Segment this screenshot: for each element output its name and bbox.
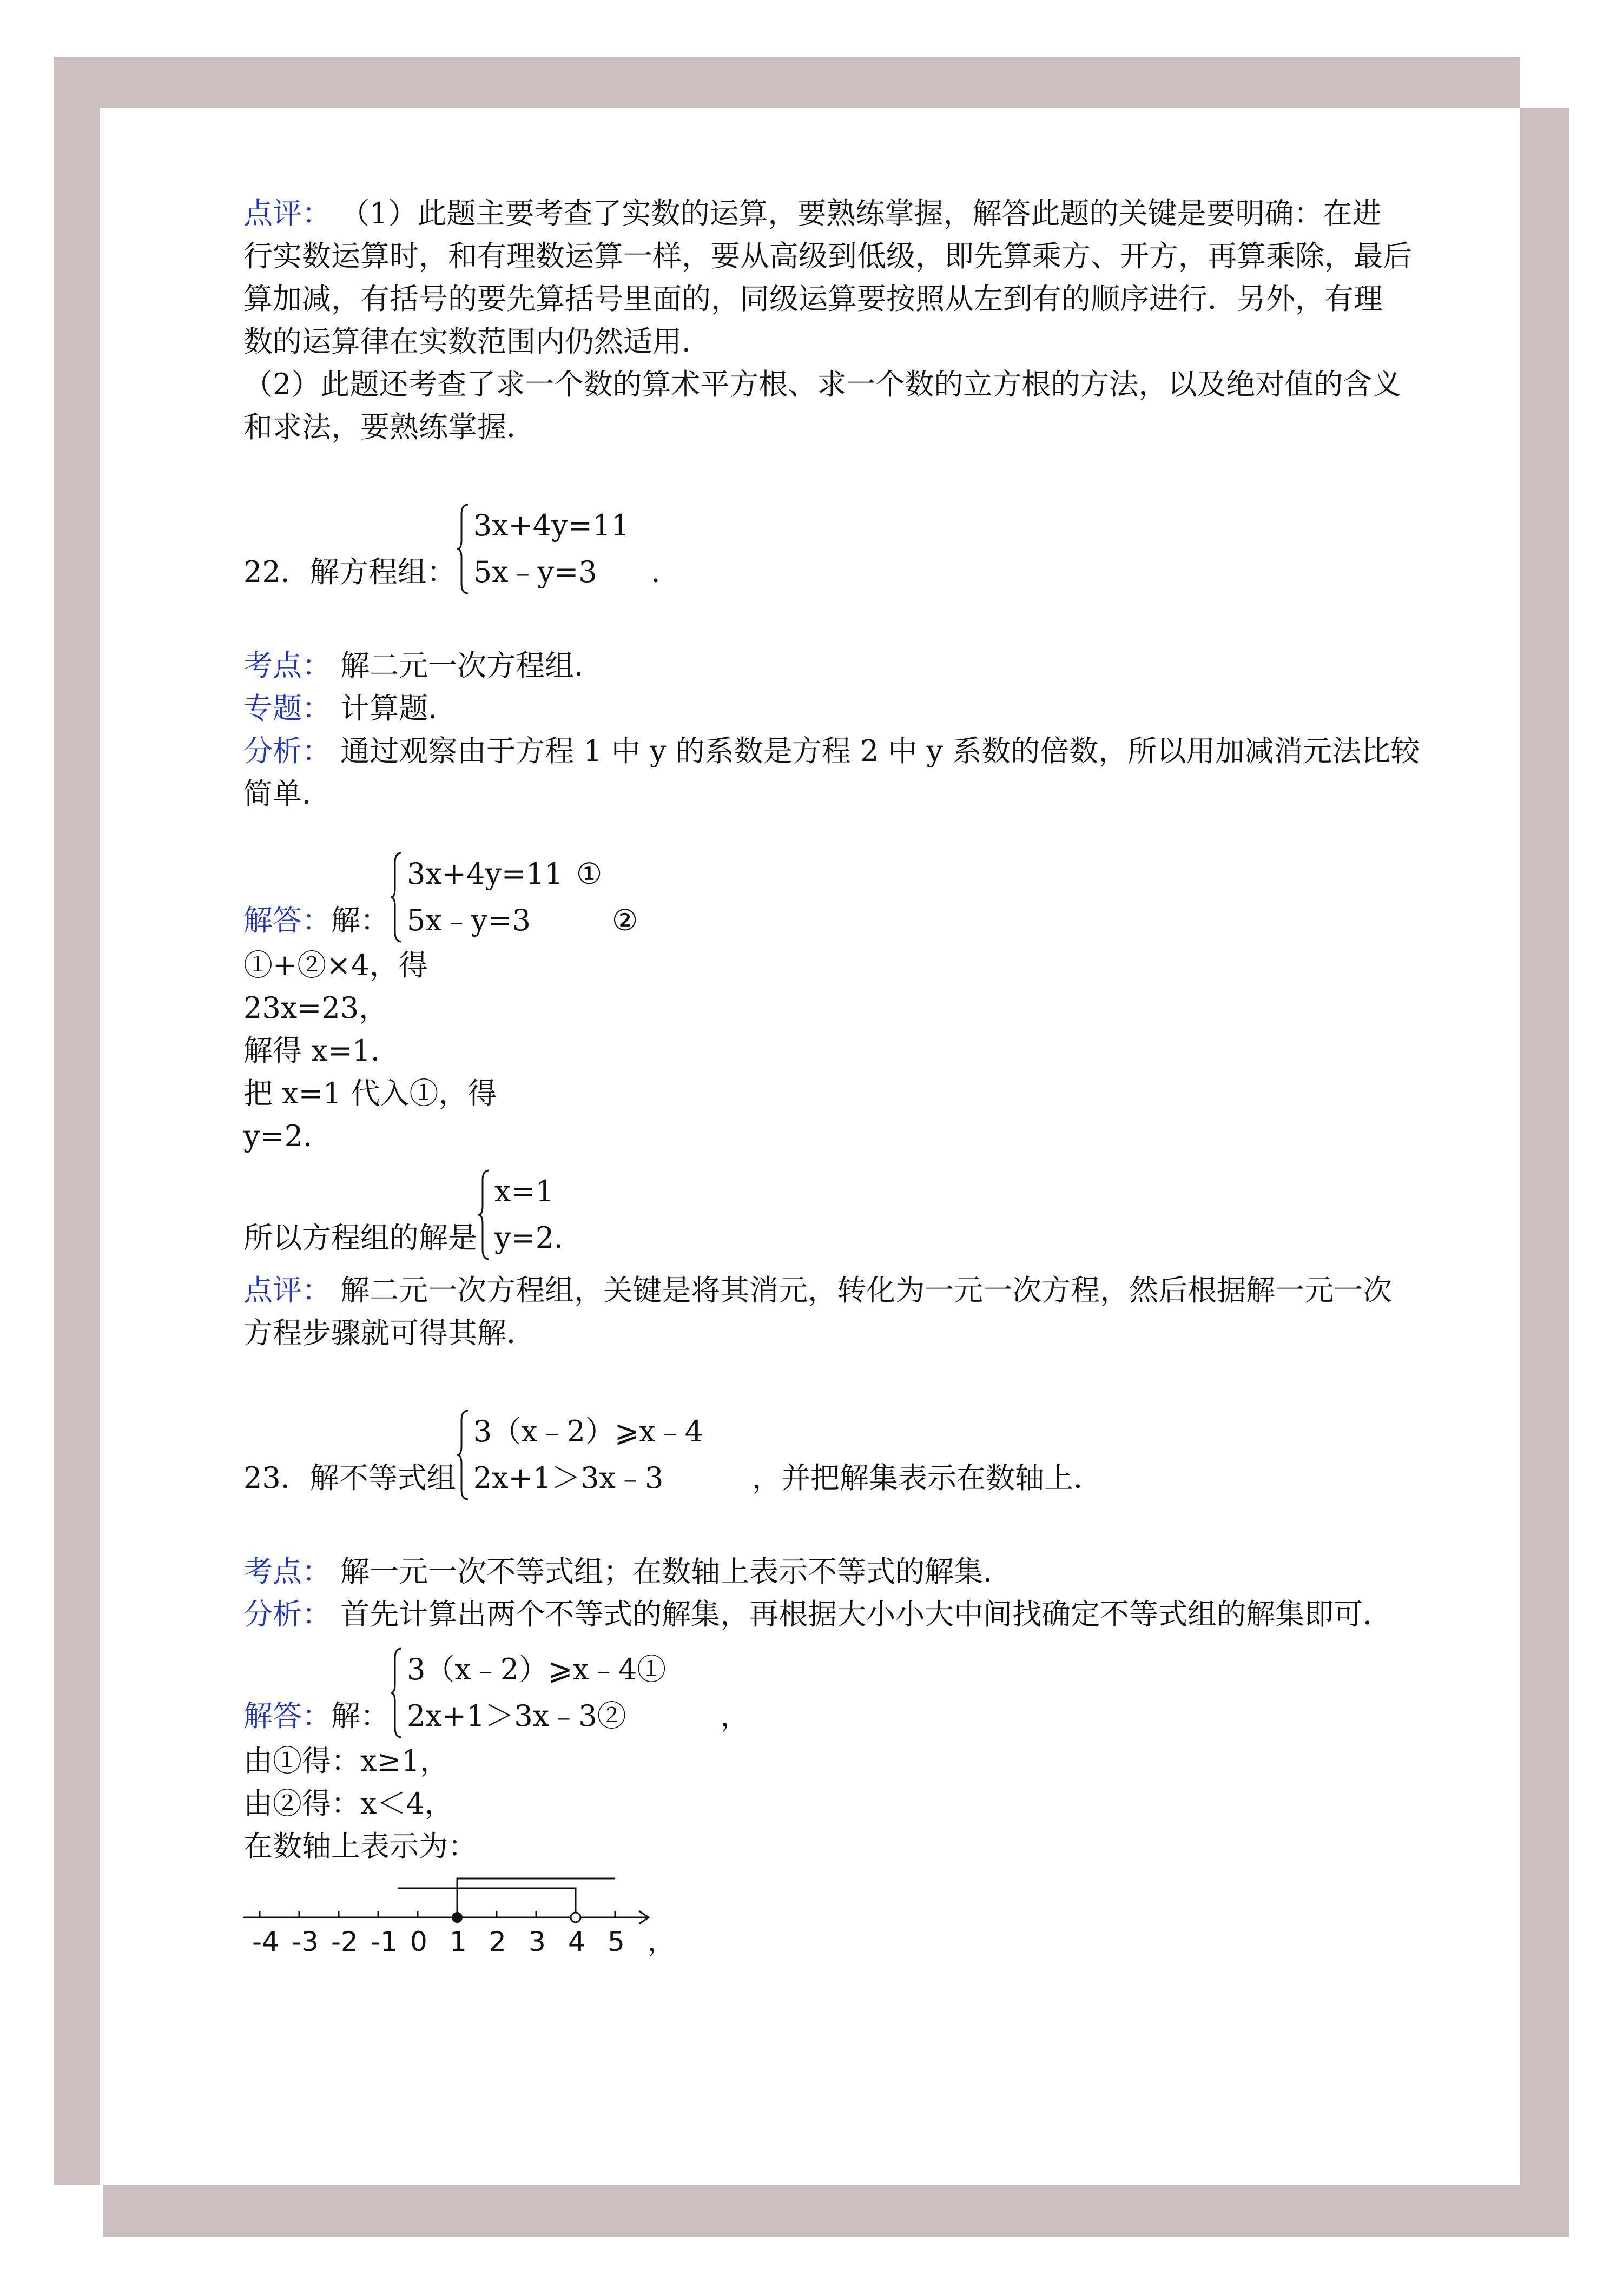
dianping-text: 解二元一次方程组，关键是将其消元，转化为一元一次方程，然后根据解一元一次 [340,1273,1393,1307]
q22-kaodian [243,644,1380,687]
tick-label: 5 [608,1926,625,1957]
q23-inequality-system [456,1408,703,1501]
q23-sys-ineq1: 3（x﹣2）⩾x﹣4① [407,1652,667,1686]
jieda-label: 解答： [243,903,331,937]
q22-step-3: 解得 x=1． [243,1034,400,1068]
comment-line-4: 数的运算律在实数范围内仍然适用． [243,325,711,359]
q22-step-4: 把 x=1 代入①，得 [243,1076,497,1110]
q23-suffix: ，并把解集表示在数轴上． [751,1461,1103,1495]
fenxi-text: 首先计算出两个不等式的解集，再根据大小小大中间找确定不等式组的解集即可． [340,1597,1393,1631]
jieda-label: 解答： [243,1699,331,1733]
q23-statement [243,1408,1380,1501]
q22-sys-eq1: 3x+4y=11 [407,857,563,891]
comment-text: （1）此题主要考查了实数的运算，要熟练掌握，解答此题的关键是要明确：在进 [340,196,1382,230]
q23-fenxi [243,1593,1393,1636]
kaodian-text: 解二元一次方程组． [340,649,604,683]
q22-dianping-cont: 方程步骤就可得其解． [243,1316,536,1350]
q22-answer-system [390,851,638,944]
left-brace-icon [477,1168,491,1261]
q22-suffix: ． [651,555,681,589]
q23-step-2: 由②得：x＜4， [243,1786,454,1821]
comment-line-2: 行实数运算时，和有理数运算一样，要从高级到低级，即先算乘方、开方，再算乘除，最后 [243,239,1412,273]
left-brace-icon [390,1646,404,1739]
q22-prefix: 22．解方程组： [243,555,456,589]
left-brace-icon [456,1408,470,1501]
q23-ineq2: 2x+1＞3x﹣3 [473,1461,664,1495]
q22-fenxi-cont: 简单． [243,777,331,811]
tick-label: 1 [450,1926,467,1957]
fenxi-label: 分析： [243,734,331,768]
q22-statement [243,502,1380,595]
q23-sys-ineq2: 2x+1＞3x﹣3② [407,1699,626,1733]
q23-kaodian [243,1550,1380,1593]
dianping-label: 点评： [243,196,331,230]
solution-ray-lt [398,1888,576,1917]
q23-ineq1: 3（x﹣2）⩾x﹣4 [473,1414,703,1448]
document-content [243,192,1420,1957]
q22-step-2: 23x=23， [243,991,388,1025]
q22-sol-y: y=2． [494,1221,584,1255]
dianping-label: 点评： [243,1273,331,1307]
tick-label: 2 [489,1926,506,1957]
q22-step-5: y=2． [243,1119,333,1153]
comment-line-1 [243,192,1380,235]
tick-label: -4 [252,1926,279,1957]
q22-sol-x: x=1 [494,1174,555,1208]
q23-answer [243,1646,1380,1739]
comment-line-5: （2）此题还考查了求一个数的算术平方根、求一个数的立方根的方法，以及绝对值的含义 [243,367,1402,401]
q23-step-3: 在数轴上表示为： [243,1829,477,1863]
tick-label: 3 [529,1926,546,1957]
tick-label: -1 [371,1926,398,1957]
q22-zhuanti [243,687,1380,730]
comment-line-3: 算加减，有括号的要先算括号里面的，同级运算要按照从左到有的顺序进行．另外，有理 [243,282,1383,316]
tick-label: -2 [331,1926,358,1957]
zhuanti-label: 专题： [243,691,331,725]
q22-conclusion [243,1168,1380,1261]
q23-answer-system [390,1646,666,1739]
tick-label: -3 [292,1926,319,1957]
q22-solution-system [477,1168,583,1261]
left-brace-icon [456,502,470,595]
mark-2: ② [611,903,638,937]
left-brace-icon [390,851,404,944]
jie-text: 解： [331,903,390,937]
q22-eq1: 3x+4y=11 [473,508,630,542]
fenxi-label: 分析： [243,1597,331,1631]
q23-sys-suffix: ， [720,1699,750,1733]
q22-sys-eq2: 5x﹣y=3 [407,903,531,937]
conclusion-prefix: 所以方程组的解是 [243,1221,477,1255]
q23-prefix: 23．解不等式组 [243,1461,456,1495]
kaodian-text: 解一元一次不等式组；在数轴上表示不等式的解集． [340,1554,1013,1589]
q23-step-1: 由①得：x≥1， [243,1744,450,1778]
axis-suffix: ， [648,1926,675,1957]
q22-equation-system [456,502,630,595]
q22-step-1: ①+②×4，得 [243,948,428,982]
tick-label: 0 [410,1926,427,1957]
q22-eq2: 5x﹣y=3 [473,555,597,589]
jie-text: 解： [331,1699,390,1733]
zhuanti-text: 计算题． [340,691,458,725]
q22-fenxi [243,730,1420,772]
comment-line-6: 和求法，要熟练掌握． [243,410,536,444]
mark-1: ① [576,857,603,891]
q22-answer [243,851,1380,944]
fenxi-text: 通过观察由于方程 1 中 y 的系数是方程 2 中 y 系数的倍数，所以用加减消元法比较 [340,734,1420,768]
kaodian-label: 考点： [243,1554,331,1589]
tick-label: 4 [568,1926,585,1957]
number-line [243,1873,730,1957]
kaodian-label: 考点： [243,649,331,683]
q22-dianping [243,1269,1393,1312]
